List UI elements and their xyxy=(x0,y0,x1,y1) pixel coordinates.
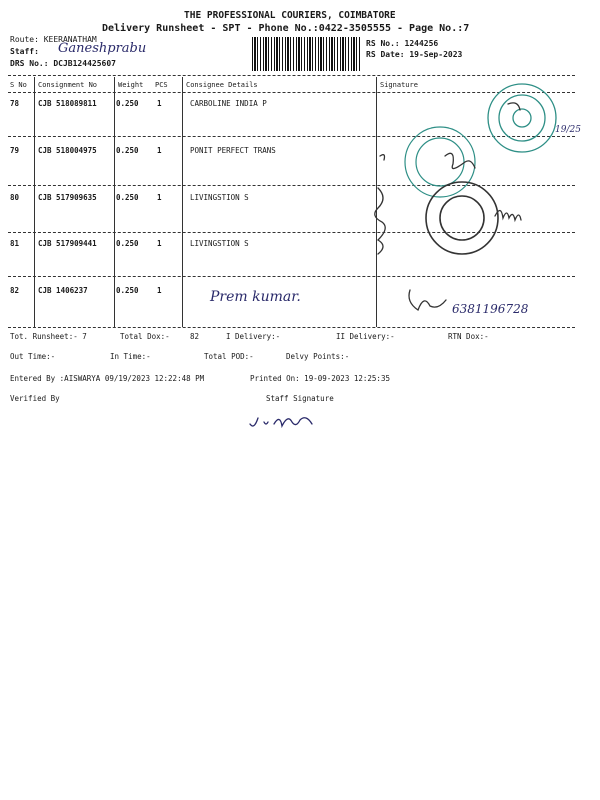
row-sno: 79 xyxy=(10,146,20,155)
row-sno: 81 xyxy=(10,239,20,248)
row-weight: 0.250 xyxy=(116,286,139,295)
barcode-image xyxy=(252,37,360,71)
row-weight: 0.250 xyxy=(116,146,139,155)
carboline-stamp xyxy=(488,84,556,152)
column-divider xyxy=(182,77,183,327)
delvy-points: Delvy Points:- xyxy=(286,352,350,361)
ii-delivery: II Delivery:- xyxy=(336,332,395,341)
runsheet-subtitle: Delivery Runsheet - SPT - Phone No.:0422-3505555 - Page No.:7 xyxy=(102,23,470,34)
hdfc-bank-stamp xyxy=(426,182,498,254)
staff-label: Staff: xyxy=(10,47,39,56)
row-sno: 80 xyxy=(10,193,20,202)
signature-scribbles xyxy=(375,103,521,310)
col-header-consignee: Consignee Details xyxy=(186,81,258,89)
staff-signature-label: Staff Signature xyxy=(266,394,334,403)
row-consignee: CARBOLINE INDIA P xyxy=(190,99,267,108)
handwritten-date: 19/25 xyxy=(555,125,581,135)
staff-signature-art xyxy=(244,404,364,434)
total-dox-label: Total Dox:- xyxy=(120,332,170,341)
row-pcs: 1 xyxy=(157,286,162,295)
column-divider xyxy=(114,77,115,327)
row-consignment: CJB 1406237 xyxy=(38,286,88,295)
rs-number: RS No.: 1244256 xyxy=(366,39,439,48)
row-consignee: LIVINGSTION S xyxy=(190,239,249,248)
i-delivery: I Delivery:- xyxy=(226,332,281,341)
col-header-pcs: PCS xyxy=(155,81,168,89)
row-pcs: 1 xyxy=(157,99,162,108)
verified-by: Verified By xyxy=(10,394,60,403)
col-header-consignment: Consignment No xyxy=(38,81,98,89)
column-divider xyxy=(34,77,35,327)
col-header-weight: Weight xyxy=(118,81,144,89)
staff-handwritten: Ganeshprabu xyxy=(58,41,147,56)
row-consignment: CJB 518004975 xyxy=(38,146,97,155)
table-top-rule xyxy=(8,75,575,76)
out-time: Out Time:- xyxy=(10,352,56,361)
tot-runsheet: Tot. Runsheet:- 7 xyxy=(10,332,87,341)
row-weight: 0.250 xyxy=(116,99,139,108)
row-weight: 0.250 xyxy=(116,239,139,248)
row-consignment: CJB 518089811 xyxy=(38,99,97,108)
rs-date: RS Date: 19-Sep-2023 xyxy=(366,50,463,59)
col-header-sno: S No xyxy=(10,81,27,89)
in-time: In Time:- xyxy=(110,352,151,361)
row-consignee: LIVINGSTION S xyxy=(190,193,249,202)
row-sno: 78 xyxy=(10,99,20,108)
row-weight: 0.250 xyxy=(116,193,139,202)
row-pcs: 1 xyxy=(157,146,162,155)
row-consignment: CJB 517909441 xyxy=(38,239,97,248)
drs-number: DRS No.: DCJB124425607 xyxy=(10,59,116,68)
row-handwritten-phone: 6381196728 xyxy=(452,302,529,316)
route-label: Route: KEERANATHAM xyxy=(10,35,97,44)
row-consignee: PONIT PERFECT TRANS xyxy=(190,146,276,155)
col-header-signature: Signature xyxy=(380,81,418,89)
row-consignment: CJB 517909635 xyxy=(38,193,97,202)
rtn-dox: RTN Dox:- xyxy=(448,332,489,341)
total-dox-value: 82 xyxy=(190,332,200,341)
company-title: THE PROFESSIONAL COURIERS, COIMBATORE xyxy=(184,10,396,21)
printed-on: Printed On: 19-09-2023 12:25:35 xyxy=(250,374,390,383)
row-pcs: 1 xyxy=(157,193,162,202)
row-sno: 82 xyxy=(10,286,20,295)
signature-area-art xyxy=(370,78,570,328)
row-pcs: 1 xyxy=(157,239,162,248)
total-pod: Total POD:- xyxy=(204,352,254,361)
row-handwritten-name: Prem kumar. xyxy=(210,289,301,305)
entered-by: Entered By :AISWARYA 09/19/2023 12:22:48 PM xyxy=(10,374,205,383)
